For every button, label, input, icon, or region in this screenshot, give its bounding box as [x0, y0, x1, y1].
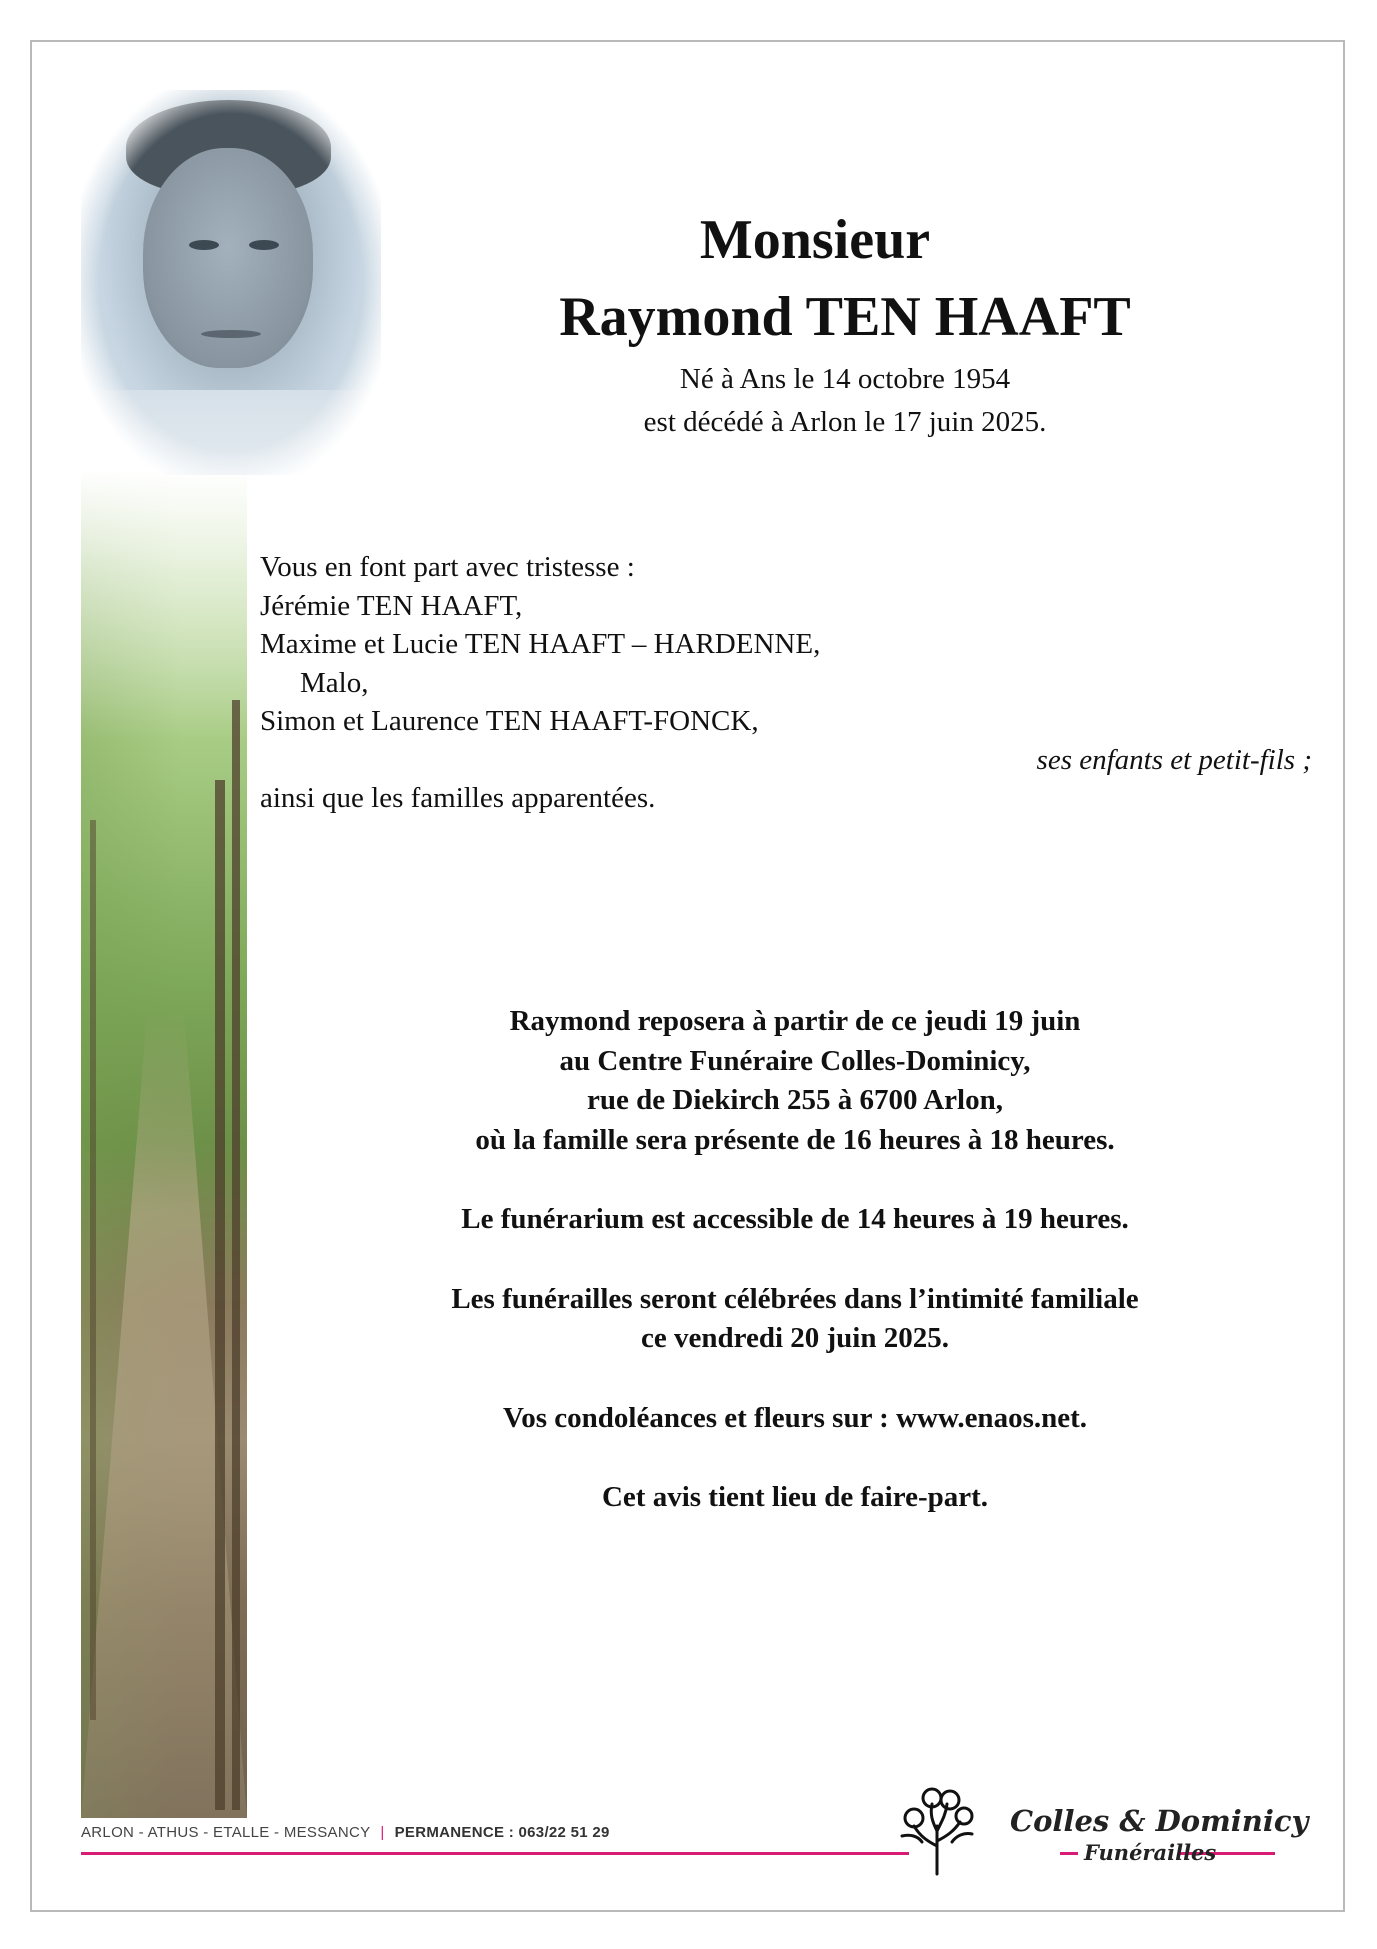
family-announcement: [260, 548, 1320, 818]
honorific: Monsieur: [699, 209, 931, 271]
portrait-photo: [81, 90, 381, 475]
tree-logo-icon: [892, 1786, 982, 1876]
reposera-line: au Centre Funéraire Colles-Dominicy,: [559, 1044, 1031, 1077]
family-intro: Vous en font part avec tristesse :: [260, 551, 635, 583]
reposera-line: Raymond reposera à partir de ce jeudi 19 juin: [509, 1005, 1081, 1037]
reposera-line: où la famille sera présente de 16 heures à 18 heures.: [475, 1123, 1115, 1156]
portrait-eye: [189, 240, 219, 250]
portrait-mouth: [201, 330, 261, 338]
birth-line: Né à Ans le 14 octobre 1954: [679, 363, 1011, 395]
family-member: Jérémie TEN HAAFT,: [260, 589, 523, 622]
tree-trunk: [215, 780, 225, 1810]
family-member: Maxime et Lucie TEN HAAFT – HARDENNE,: [260, 628, 821, 660]
brand-subtitle: Funérailles: [1084, 1840, 1217, 1865]
reposera-line: rue de Diekirch 255 à 6700 Arlon,: [587, 1084, 1003, 1116]
footer-permanence: PERMANENCE : 063/22 51 29: [394, 1824, 610, 1841]
tree-trunk: [232, 700, 240, 1810]
family-member: Simon et Laurence TEN HAAFT-FONCK,: [260, 705, 759, 737]
family-member: Malo,: [300, 666, 369, 699]
family-closing: ainsi que les familles apparentées.: [260, 782, 656, 814]
footer-contact: [81, 1824, 610, 1841]
footer-separator: |: [380, 1824, 385, 1841]
condoleances-line: Vos condoléances et fleurs sur : www.enaos.net.: [502, 1401, 1088, 1434]
death-line: est décédé à Arlon le 17 juin 2025.: [643, 406, 1047, 438]
brand-name: Colles & Dominicy: [1010, 1804, 1309, 1838]
faire-part-line: Cet avis tient lieu de faire-part.: [601, 1481, 989, 1513]
funerarium-hours: Le funérarium est accessible de 14 heures à 19 heures.: [461, 1203, 1129, 1235]
tree-trunk: [90, 820, 96, 1720]
funerailles-line: Les funérailles seront célébrées dans l’intimité familiale: [451, 1282, 1139, 1315]
deceased-name: Raymond TEN HAAFT: [559, 286, 1131, 348]
footer-locations: ARLON - ATHUS - ETALLE - MESSANCY: [81, 1824, 371, 1841]
footer-accent-line: [81, 1852, 909, 1855]
family-role: ses enfants et petit-fils ;: [1036, 743, 1312, 776]
footer-accent-line: [1060, 1852, 1078, 1855]
funeral-details: [330, 1002, 1260, 1518]
funerailles-line: ce vendredi 20 juin 2025.: [641, 1322, 949, 1354]
portrait-eye: [249, 240, 279, 250]
